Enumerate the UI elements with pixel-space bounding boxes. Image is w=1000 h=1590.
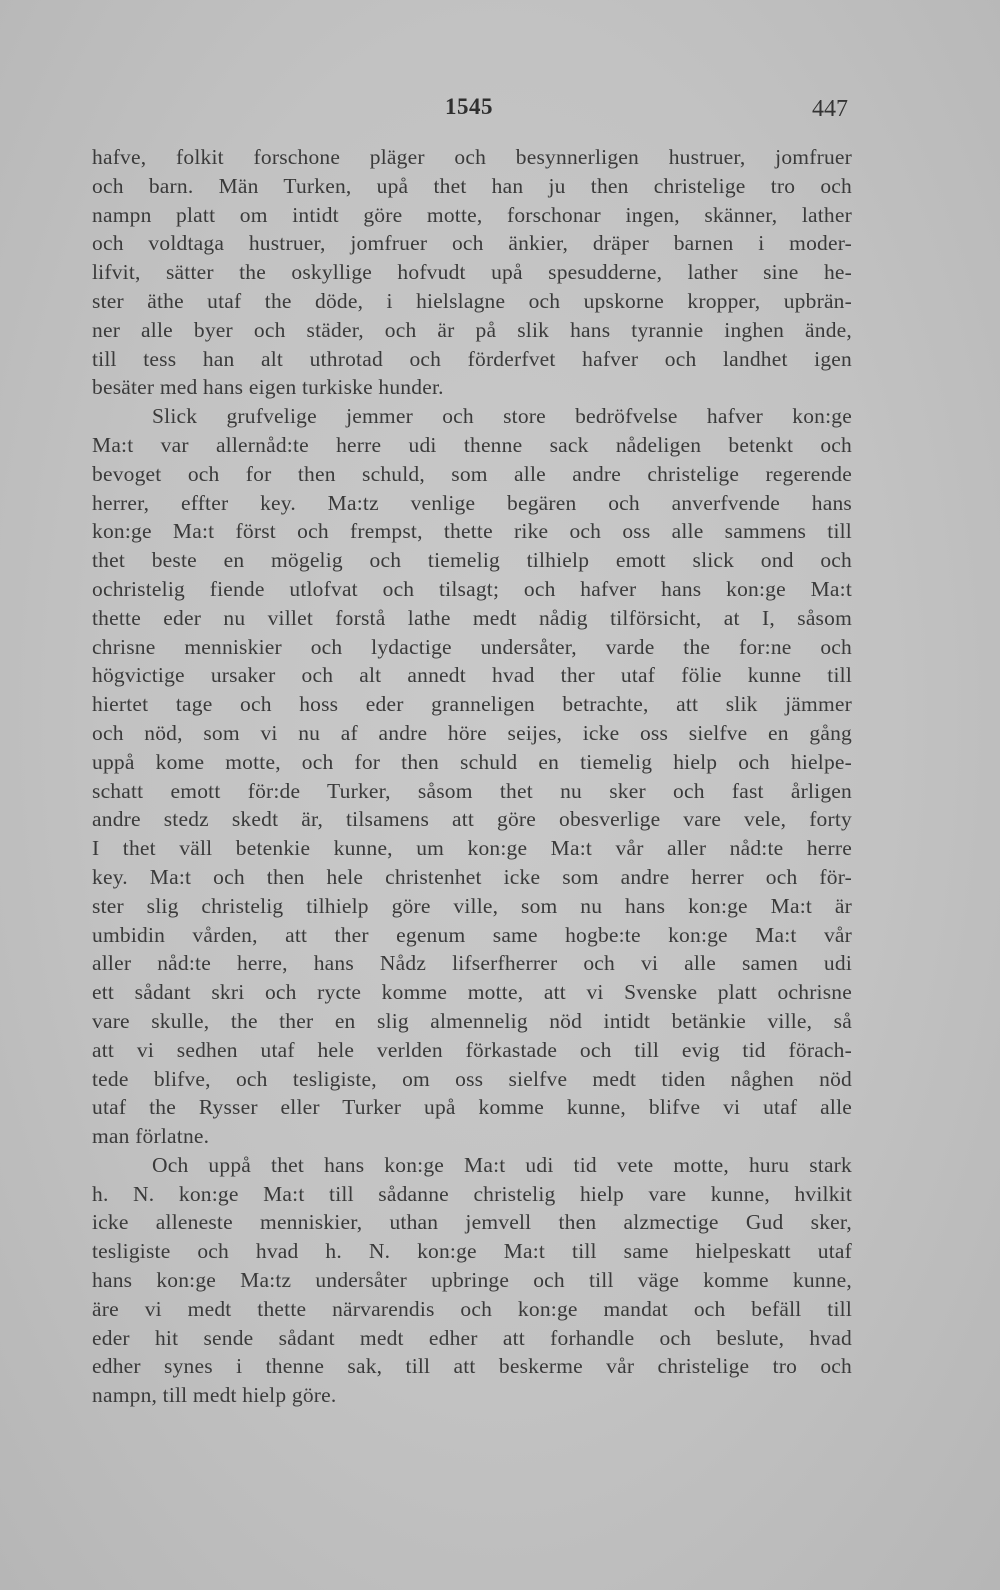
- text-line: tede blifve, och tesligiste, om oss sielfve medt tiden någhen nöd: [92, 1066, 852, 1091]
- text-line: besäter med hans eigen turkiske hunder.: [92, 375, 444, 400]
- text-line: ner alle byer och städer, och är på slik hans tyrannie inghen ände,: [92, 317, 852, 342]
- body-text: [92, 143, 852, 1410]
- text-line: herrer, effter key. Ma:tz venlige begären och anverfvende hans: [92, 490, 852, 515]
- text-line: h. N. kon:ge Ma:t till sådanne christelig hielp vare kunne, hvilkit: [92, 1181, 852, 1206]
- text-line: och barn. Män Turken, upå thet han ju then christelige tro och: [92, 173, 852, 198]
- text-line: key. Ma:t och then hele christenhet icke som andre herrer och för-: [92, 864, 852, 889]
- text-line: hafve, folkit forschone pläger och besynnerligen hustruer, jomfruer: [92, 145, 852, 169]
- text-line: och nöd, som vi nu af andre höre seijes, icke oss sielfve en gång: [92, 720, 852, 745]
- text-line: Och uppå thet hans kon:ge Ma:t udi tid vete motte, huru stark: [152, 1152, 852, 1177]
- text-line: uppå kome motte, och for then schuld en tiemelig hielp och hielpe-: [92, 749, 852, 774]
- text-line: umbidin vården, att ther egenum same hogbe:te kon:ge Ma:t vår: [92, 922, 852, 947]
- text-line: schatt emott för:de Turker, såsom thet nu sker och fast årligen: [92, 778, 852, 803]
- text-line: ster äthe utaf the döde, i hielslagne och upskorne kropper, upbrän-: [92, 288, 852, 313]
- text-line: tesligiste och hvad h. N. kon:ge Ma:t till same hielpeskatt utaf: [92, 1239, 852, 1264]
- page-number: 447: [812, 96, 848, 122]
- text-line: Slick grufvelige jemmer och store bedröfvelse hafver kon:ge: [152, 404, 852, 429]
- text-line: utaf the Rysser eller Turker upå komme kunne, blifve vi utaf alle: [92, 1095, 852, 1120]
- text-line: nampn, till medt hielp göre.: [92, 1383, 337, 1408]
- text-line: hans kon:ge Ma:tz undersåter upbringe och till väge komme kunne,: [92, 1268, 852, 1293]
- text-line: thet beste en mögelig och tiemelig tilhielp emott slick ond och: [92, 548, 852, 573]
- text-line: aller nåd:te herre, hans Nådz lifserfherrer och vi alle samen udi: [92, 951, 852, 976]
- text-line: eder hit sende sådant medt edher att forhandle och beslute, hvad: [92, 1325, 852, 1350]
- text-line: till tess han alt uthrotad och förderfvet hafver och landhet igen: [92, 346, 852, 371]
- text-line: nampn platt om intidt göre motte, forschonar ingen, skänner, lather: [92, 202, 852, 227]
- text-line: chrisne menniskier och lydactige undersåter, varde the for:ne och: [92, 634, 852, 659]
- page-header: [90, 94, 848, 124]
- text-line: äre vi medt thette närvarendis och kon:ge mandat och befäll till: [92, 1296, 852, 1321]
- text-line: edher synes i thenne sak, till att beskerme vår christelige tro och: [92, 1354, 852, 1379]
- page-year: 1545: [445, 94, 493, 119]
- text-line: högvictige ursaker och alt annedt hvad ther utaf fölie kunne till: [92, 663, 852, 688]
- text-line: kon:ge Ma:t först och frempst, thette rike och oss alle sammens till: [92, 519, 852, 544]
- text-line: lifvit, sätter the oskyllige hofvudt upå spesudderne, lather sine he-: [92, 260, 852, 285]
- text-line: thette eder nu villet forstå lathe medt nådig tilförsicht, at I, såsom: [92, 605, 852, 630]
- text-line: man förlatne.: [92, 1124, 210, 1149]
- text-line: ett sådant skri och rycte komme motte, att vi Svenske platt ochrisne: [92, 980, 852, 1005]
- text-line: bevoget och for then schuld, som alle andre christelige regerende: [92, 461, 852, 486]
- text-line: ster slig christelig tilhielp göre ville, som nu hans kon:ge Ma:t är: [92, 893, 852, 918]
- text-line: Ma:t var allernåd:te herre udi thenne sack nådeligen betenkt och: [92, 432, 852, 457]
- text-line: I thet väll betenkie kunne, um kon:ge Ma:t vår aller nåd:te herre: [92, 836, 852, 861]
- text-line: och voldtaga hustruer, jomfruer och änkier, dräper barnen i moder-: [92, 231, 852, 256]
- text-line: hiertet tage och hoss eder granneligen betrachte, att slik jämmer: [92, 692, 852, 717]
- text-line: ochristelig fiende utlofvat och tilsagt; och hafver hans kon:ge Ma:t: [92, 576, 852, 601]
- text-line: andre stedz skedt är, tilsamens att göre obesverlige vare vele, forty: [92, 807, 852, 832]
- text-line: icke alleneste menniskier, uthan jemvell then alzmectige Gud sker,: [92, 1210, 852, 1235]
- text-line: vare skulle, the ther en slig almennelig nöd intidt betänkie ville, så: [92, 1008, 852, 1033]
- text-line: att vi sedhen utaf hele verlden förkastade och till evig tid förach-: [92, 1037, 852, 1062]
